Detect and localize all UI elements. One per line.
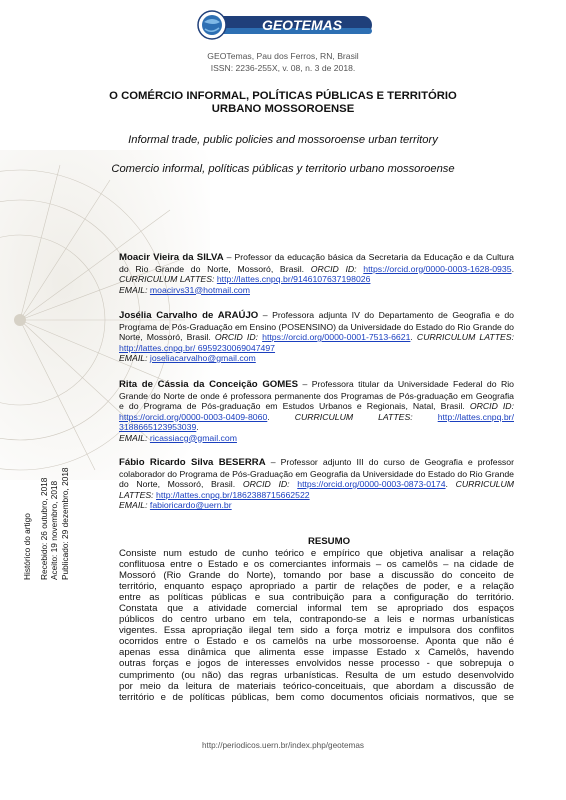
abstract-line: outras forças e jogos de interesses envolvidos nesse processo - que sobrepuja o — [119, 658, 514, 670]
abstract-line: Mossoró (Rio Grande do Norte), tomando por base a discussão do conceito de — [119, 570, 514, 582]
title-line2: URBANO MOSSOROENSE — [211, 103, 355, 115]
author-description: – Professora adjunta IV do Departamento de Geografia e do Programa de Pós-Graduação em Ensino (POSENSINO) da Universidade do Estado do Rio Grande do Norte, Mossoró, Brasil. — [119, 310, 514, 342]
history-title: Histórico do artigo — [22, 513, 32, 580]
subtitle-english: Informal trade, public policies and mossoroense urban territory — [128, 134, 438, 146]
abstract-line: públicos do centro urbano em tela, contrapondo-se a leis e normas urbanísticas — [119, 614, 514, 626]
abstract-line: ocorridos entre o Estado e os camelôs na urbe mossoroense. Aponta que não é — [119, 636, 514, 648]
title-line1: O COMÉRCIO INFORMAL, POLÍTICAS PÚBLICAS E TERRITÓRIO — [109, 90, 457, 102]
abstract-line: entre as políticas públicas e sua contribuição para a configuração do território. — [119, 592, 514, 604]
history-received: Recebido: 26 outubro, 2018 — [38, 477, 49, 580]
abstract-line: território, enquanto espaço apropriado a partir de relações de poder, e a relação — [119, 581, 514, 593]
history-published: Publicado: 29 dezembro, 2018 — [59, 467, 70, 580]
abstract-line: apenas essa dinâmica que alimenta esse impasse Estado x Camelôs, havendo — [119, 647, 514, 659]
author-block: Josélia Carvalho de ARAÚJO – Professora adjunta IV do Departamento de Geografia e do Programa de Pós-Graduação em Ensino (POSENSINO) da Universidade do Estado do Rio Grande do Norte, Mossoró, Brasil. ORCID ID: https://orcid.org/0000-0001-7513-6621. CURRICULUM LATTES: http://lattes.cnpq.br/ 6959230069047497 EMAIL: joseliacarvalho@gmail.com — [119, 310, 515, 363]
article-title — [70, 90, 496, 116]
author-block: Rita de Cássia da Conceição GOMES – Professora titular da Universidade Federal do Rio Grande do Norte de onde é professora permanente dos Programas de Pós-graduação em Geografia e do Programa de Pós-graduação em Estudos Urbanos e Regionais, Natal, Brasil. ORCID ID: https://orcid.org/0000-0003-0409-8060. CURRICULUM LATTES: http://lattes.cnpq.br/ 3188665123953039. EMAIL: ricassiacg@gmail.com — [119, 379, 514, 443]
author-description: – Professor adjunto III do curso de Geografia e professor colaborador do Programa de Pós-Graduação em Geografia da Universidade do Estado do Rio Grande do Norte, Mossoró, Brasil. — [119, 457, 514, 489]
abstract-line: Constata que a atividade comercial informal tem se apropriado dos espaços — [119, 603, 514, 615]
author-name: Josélia Carvalho de ARAÚJO — [119, 310, 259, 321]
author-name: Moacir Vieira da SILVA — [119, 252, 224, 263]
author-name: Rita de Cássia da Conceição GOMES — [119, 379, 299, 390]
journal-info-line2: ISSN: 2236-255X, v. 08, n. 3 de 2018. — [210, 63, 356, 73]
author-block: Moacir Vieira da SILVA – Professor da educação básica da Secretaria da Educação e da Cultura do Rio Grande do Norte, Mossoró, Brasil. ORCID ID: https://orcid.org/0000-0003-1628-0935. CURRICULUM LATTES: http://lattes.cnpq.br/9146107637198026 EMAIL: moacirvs31@hotmail.com — [119, 252, 514, 295]
orcid-label: ORCID ID: — [310, 263, 357, 274]
orcid-label: ORCID ID: — [469, 401, 514, 411]
email-link[interactable]: ricassiacg@gmail.com — [149, 432, 237, 443]
orcid-link[interactable]: https://orcid.org/0000-0003-1628-0935 — [363, 263, 512, 274]
footer-url: http://periodicos.uern.br/index.php/geotemas — [201, 741, 365, 750]
orcid-link[interactable]: https://orcid.org/0000-0003-0409-8060 — [119, 411, 268, 422]
lattes-label: CURRICULUM LATTES: — [119, 274, 215, 284]
orcid-label: ORCID ID: — [242, 479, 290, 489]
lattes-link[interactable]: http://lattes.cnpq.br/1862388715662522 — [156, 489, 310, 500]
logo-text: GEOTEMAS — [261, 17, 343, 33]
lattes-label: CURRICULUM LATTES: — [294, 411, 413, 422]
email-label: EMAIL: — [119, 353, 148, 363]
abstract-line: território e de políticas públicas, bem como documentos oficiais normativos, que se — [119, 691, 514, 703]
abstract-line: por meio da leitura de materiais teórico-conceituais, que abordam a discussão de — [119, 680, 514, 692]
email-link[interactable]: moacirvs31@hotmail.com — [149, 284, 250, 295]
orcid-link[interactable]: https://orcid.org/0000-0001-7513-6621 — [262, 332, 411, 342]
orcid-label: ORCID ID: — [214, 332, 259, 342]
author-block: Fábio Ricardo Silva BESERRA – Professor adjunto III do curso de Geografia e professor colaborador do Programa de Pós-Graduação em Geografia da Universidade do Estado do Rio Grande do Norte, Mossoró, Brasil. ORCID ID: https://orcid.org/0000-0003-0873-0174. CURRICULUM LATTES: http://lattes.cnpq.br/1862388715662522 EMAIL: fabioricardo@uern.br — [119, 457, 515, 510]
abstract-line: Consiste num estudo de cunho teórico e empírico que objetiva analisar a relação — [119, 548, 514, 559]
abstract-line: vigentes. Essa apropriação ilegal tem sido a força motriz e impulsora dos conflitos — [119, 625, 514, 637]
email-label: EMAIL: — [119, 432, 148, 443]
lattes-link[interactable]: http://lattes.cnpq.br/9146107637198026 — [216, 274, 371, 284]
abstract-line: conflituosa entre o Estado e os comerciantes informais – os camelôs – na cidade de — [119, 559, 514, 571]
history-accepted: Aceito: 19 novembro, 2018 — [49, 480, 60, 580]
orcid-link[interactable]: https://orcid.org/0000-0003-0873-0174 — [297, 479, 446, 489]
author-description: – Professor da educação básica da Secretaria da Educação e da Cultura do Rio Grande do Norte, Mossoró, Brasil. — [119, 252, 514, 274]
abstract-heading: RESUMO — [307, 536, 351, 547]
subtitle-spanish: Comercio informal, políticas públicas y territorio urbano mossoroense — [111, 163, 455, 175]
email-label: EMAIL: — [119, 500, 148, 510]
author-name: Fábio Ricardo Silva BESERRA — [119, 457, 266, 468]
lattes-label: CURRICULUM LATTES: — [416, 332, 515, 342]
author-description: – Professora titular da Universidade Federal do Rio Grande do Norte de onde é professora permanente dos Programas de Pós-graduação em Geografia e do Programa de Pós-graduação em Estudos Urbanos e Regionais, Natal, Brasil. — [119, 379, 514, 411]
article-history — [22, 467, 70, 580]
email-label: EMAIL: — [119, 284, 148, 295]
journal-info-line1: GEOTemas, Pau dos Ferros, RN, Brasil — [207, 51, 359, 61]
abstract-line: cumprimento (ou não) das regras urbanísticas. Resulta de um estudo desenvolvido — [119, 669, 514, 681]
email-link[interactable]: fabioricardo@uern.br — [149, 500, 232, 510]
lattes-label: CURRICULUM LATTES: — [119, 479, 515, 500]
lattes-link[interactable]: http://lattes.cnpq.br/ 6959230069047497 — [119, 342, 276, 353]
email-link[interactable]: joseliacarvalho@gmail.com — [149, 353, 256, 363]
lattes-link[interactable]: http://lattes.cnpq.br/ 3188665123953039 — [119, 411, 514, 432]
geotemas-logo — [190, 10, 376, 40]
abstract-body — [119, 548, 514, 703]
